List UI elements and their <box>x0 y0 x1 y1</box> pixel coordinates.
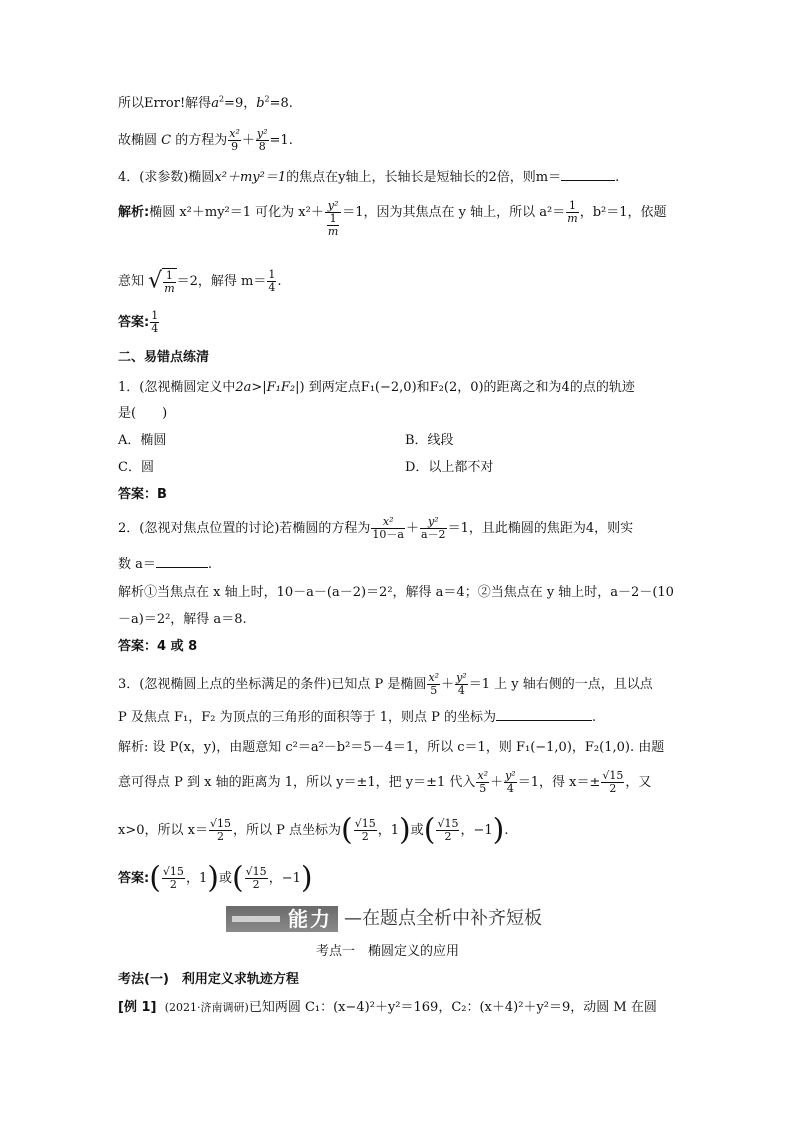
sqrt: √ $\frac{1}{m}$ <box>148 268 175 295</box>
section-banner <box>226 906 566 932</box>
option-a: A．椭圆 <box>118 433 167 448</box>
solution-3-line-1: 解析: 设 P(x，y)，由题意知 c²＝a²－b²＝5－4＝1，所以 c＝1，则 F₁(−1,0)，F₂(1,0). 由题 <box>118 740 665 755</box>
fraction: $\frac{1}{m}$ <box>567 199 578 225</box>
solution-line-2: 故椭圆 C 的方程为 $\frac{\text{x²}}{9}$ ＋ $\frac{\text{y²}}{8}$ =1. <box>118 127 293 153</box>
banner-tagline: —在题点全析中补齐短板 <box>344 908 542 929</box>
text: 2．(忽视对焦点位置的讨论)若椭圆的方程为 <box>118 521 371 536</box>
label: 答案: <box>118 871 150 886</box>
question-1 <box>118 378 635 398</box>
question-3-line-2 <box>118 708 596 728</box>
text: ) 到两定点 <box>299 380 361 395</box>
text: ＝1，得 x＝± <box>517 775 601 790</box>
solution-line-1: 所以Error!解得$a^2=9$，$b^2=8$. <box>118 94 293 111</box>
fraction: $\frac{\text{x²}}{5}$ <box>428 671 440 697</box>
option-d: D．以上都不对 <box>405 460 494 475</box>
text: 数 a＝ <box>118 557 156 572</box>
label: 答案: <box>118 315 150 330</box>
fraction: $\frac{\text{y²}}{8}$ <box>256 127 268 153</box>
question-3: 3．(忽视椭圆上点的坐标满足的条件)已知点 P 是椭圆 $\frac{\text{x²}}{5}$ ＋ $\frac{\text{y²}}{4}$ ＝1 上 y 轴右侧的一点，且以点 <box>118 671 653 697</box>
condition: 2a>|F₁F₂| <box>235 380 300 395</box>
text: . <box>504 823 509 838</box>
question-2: 2．(忽视对焦点位置的讨论)若椭圆的方程为 $\frac{\text{x²}}{10-a}$ ＋ $\frac{\text{y²}}{a-2}$ ＝1，且此椭圆的焦距为4，则实 <box>118 515 634 541</box>
text: 的方程为 <box>175 133 228 148</box>
answer-3: 答案:( $\frac{√15}{2}$ ，1)或( $\frac{√15}{2}$ ，−1) <box>118 860 313 896</box>
text: 故椭圆 <box>118 133 158 148</box>
solution-3-line-3: x>0，所以 x＝ $\frac{√15}{2}$ ，所以 P 点坐标为( $\frac{√15}{2}$ ，1)或( $\frac{√15}{2}$ ，−1). <box>118 812 509 848</box>
solution-3-line-2: 意可得点 P 到 x 轴的距离为 1，所以 y＝±1，把 y＝±1 代入 $\frac{\text{x²}}{5}$ ＋ $\frac{\text{y²}}{4}$ ＝1，得 x＝± $\frac{√15}{2}$ ，又 <box>118 769 652 795</box>
fraction: $\frac{1}{4}$ <box>268 268 276 294</box>
fraction: $\frac{√15}{2}$ <box>437 817 459 843</box>
topic-heading: 考点一 椭圆定义的应用 <box>316 944 460 959</box>
answer-2: 答案：4 或 8 <box>118 639 198 654</box>
equation: x²＋my²＝1 <box>214 170 287 185</box>
text: 或 <box>410 823 424 838</box>
text: . <box>615 170 620 185</box>
answer-1: 答案：B <box>118 487 167 502</box>
example-text: 已知两圆 C₁：(x−4)²＋y²＝169，C₂：(x＋4)²＋y²＝9，动圆 M 在圆 <box>248 1000 657 1015</box>
fraction: $\frac{√15}{2}$ <box>209 817 231 843</box>
solution-2-line-2: －a)＝2²，解得 a＝8. <box>118 612 247 627</box>
text: P 及焦点 F₁，F₂ 为顶点的三角形的面积等于 1，则点 P 的坐标为 <box>118 710 497 725</box>
var-a: a <box>211 96 219 111</box>
text: 意可得点 P 到 x 轴的距离为 1，所以 y＝±1，把 y＝±1 代入 <box>118 775 476 790</box>
solution-4-line-2 <box>118 268 282 295</box>
text: ，1 <box>377 823 400 838</box>
text: 的焦点在y轴上，长轴长是短轴长的2倍，则m＝ <box>286 170 562 185</box>
text: =1. <box>269 133 293 148</box>
text: =9， <box>224 96 257 111</box>
option-b: B．线段 <box>405 433 454 448</box>
text: ＝2，解得 m＝ <box>176 274 267 289</box>
text: . <box>207 557 213 572</box>
question-1-line-2: 是( ) <box>118 406 168 421</box>
answer-blank <box>156 555 208 568</box>
var-c: C <box>161 133 172 148</box>
option-c: C．圆 <box>118 460 154 475</box>
example-1 <box>118 998 657 1018</box>
fraction: $\frac{\text{x²}}{9}$ <box>229 127 240 153</box>
text: x>0，所以 x＝ <box>118 823 208 838</box>
method-heading: 考法(一) 利用定义求轨迹方程 <box>118 972 299 987</box>
fraction: $\frac{\text{y²}}{\frac{1}{m}}$ <box>325 200 341 238</box>
text: 4．(求参数)椭圆 <box>118 170 215 185</box>
text: ，1 <box>185 871 208 886</box>
text: 或 <box>218 871 232 886</box>
text: 1．(忽视椭圆定义中 <box>118 380 236 395</box>
fraction: $\frac{\text{x²}}{10-a}$ <box>372 515 404 541</box>
answer-blank <box>496 708 592 721</box>
text: ，−1 <box>460 823 493 838</box>
label: 解析: <box>118 205 150 220</box>
example-label: [例 1] <box>118 1000 157 1015</box>
fraction: $\frac{\text{y²}}{4}$ <box>505 769 516 795</box>
text: ＝1 上 y 轴右侧的一点，且以点 <box>468 677 653 692</box>
text: F₁(−2,0)和F₂(2，0)的距离之和为4的点的轨迹 <box>360 380 635 395</box>
fraction: $\frac{√15}{2}$ <box>162 865 184 891</box>
fraction: $\frac{√15}{2}$ <box>354 817 376 843</box>
text: ，−1 <box>268 871 301 886</box>
text: 椭圆 x²＋my²＝1 可化为 x²＋ <box>149 205 324 220</box>
text: ＝1，因为其焦点在 y 轴上，所以 a²＝ <box>342 205 566 220</box>
text: . <box>277 274 282 289</box>
text: ，b²＝1，依题 <box>579 205 667 220</box>
fraction: $\frac{\text{y²}}{a-2}$ <box>421 515 446 541</box>
answer-blank <box>561 168 615 181</box>
text: 意知 <box>118 274 145 289</box>
var-b: b <box>256 96 265 111</box>
example-source: (2021·济南调研) <box>164 1001 249 1014</box>
question-2-line-2 <box>118 555 212 575</box>
fraction: $\frac{√15}{2}$ <box>602 769 624 795</box>
text: ＝1，且此椭圆的焦距为4，则实 <box>447 521 634 536</box>
text: . <box>592 710 597 725</box>
solution-2-line-1: 解析①当焦点在 x 轴上时，10－a－(a－2)＝2²，解得 a＝4；②当焦点在 y 轴上时，a－2－(10 <box>118 585 674 600</box>
fraction: $\frac{1}{4}$ <box>151 309 159 335</box>
text: 所以Error!解得 <box>118 96 212 111</box>
question-4 <box>118 168 619 188</box>
fraction: $\frac{√15}{2}$ <box>245 865 267 891</box>
fraction: $\frac{\text{y²}}{4}$ <box>456 671 467 697</box>
answer-4 <box>118 310 160 335</box>
solution-4-line-1 <box>118 200 667 238</box>
text: =8. <box>269 96 293 111</box>
text: ，所以 P 点坐标为 <box>232 823 341 838</box>
text: ，又 <box>625 775 652 790</box>
text: 3．(忽视椭圆上点的坐标满足的条件)已知点 P 是椭圆 <box>118 677 427 692</box>
banner-word: 能力 <box>288 907 332 931</box>
section-heading: 二、易错点练清 <box>118 350 210 365</box>
fraction: $\frac{\text{x²}}{5}$ <box>477 769 489 795</box>
